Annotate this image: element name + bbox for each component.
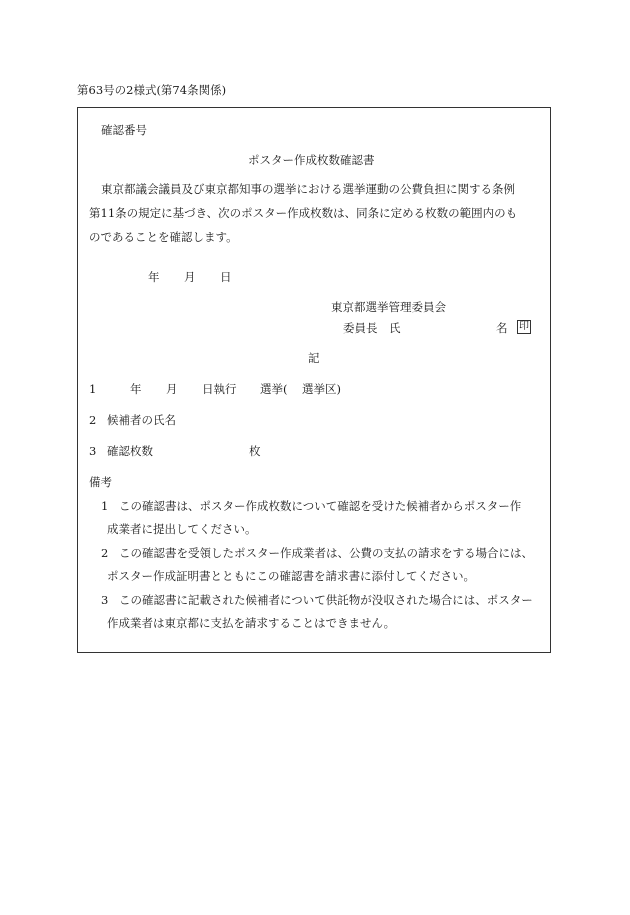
note1-line2: 成業者に提出してください。 bbox=[107, 522, 257, 536]
seal-box: 印 bbox=[519, 321, 529, 332]
body-line-1: 東京都議会議員及び東京都知事の選挙における選挙運動の公費負担に関する条例 bbox=[101, 182, 515, 196]
note3-line1: この確認書に記載された候補者について供託物が没収された場合には、ポスター bbox=[119, 593, 533, 607]
note1-line1: この確認書は、ポスター作成枚数について確認を受けた候補者からポスター作 bbox=[119, 499, 522, 513]
note3-line2: 作成業者は東京都に支払を請求することはできません。 bbox=[107, 616, 396, 630]
document-title: ポスター作成枚数確認書 bbox=[248, 153, 375, 167]
item3-unit: 枚 bbox=[249, 444, 261, 458]
note3-number: 3 bbox=[101, 593, 109, 607]
item1-day-executed: 日執行 bbox=[202, 382, 237, 396]
item1-district: 選挙区) bbox=[302, 382, 341, 396]
note1-number: 1 bbox=[101, 499, 109, 513]
item3-number: 3 bbox=[89, 444, 97, 458]
item2-label: 候補者の氏名 bbox=[107, 413, 176, 427]
item3-label: 確認枚数 bbox=[107, 444, 153, 458]
note2-line1: この確認書を受領したポスター作成業者は、公費の支払の請求をする場合には、 bbox=[119, 546, 533, 560]
issuer-org: 東京都選挙管理委員会 bbox=[331, 300, 446, 314]
form-number: 第63号の2様式(第74条関係) bbox=[77, 83, 227, 97]
date-year: 年 bbox=[148, 270, 160, 284]
note2-number: 2 bbox=[101, 546, 109, 560]
note2-line2: ポスター作成証明書とともにこの確認書を請求書に添付してください。 bbox=[107, 569, 475, 583]
notes-heading: 備考 bbox=[89, 475, 112, 489]
body-line-3: のであることを確認します。 bbox=[89, 230, 238, 244]
item2-number: 2 bbox=[89, 413, 97, 427]
confirmation-number-label: 確認番号 bbox=[101, 123, 147, 137]
body-line-2: 第11条の規定に基づき、次のポスター作成枚数は、同条に定める枚数の範囲内のも bbox=[89, 206, 518, 220]
item1-number: 1 bbox=[89, 382, 97, 396]
issuer-title: 委員長 氏 bbox=[343, 321, 401, 335]
issuer-name-label: 名 bbox=[496, 321, 508, 335]
date-month: 月 bbox=[184, 270, 196, 284]
item1-election: 選挙( bbox=[260, 382, 288, 396]
date-day: 日 bbox=[220, 270, 232, 284]
item1-month: 月 bbox=[166, 382, 178, 396]
ki-heading: 記 bbox=[308, 351, 320, 365]
item1-year: 年 bbox=[130, 382, 142, 396]
